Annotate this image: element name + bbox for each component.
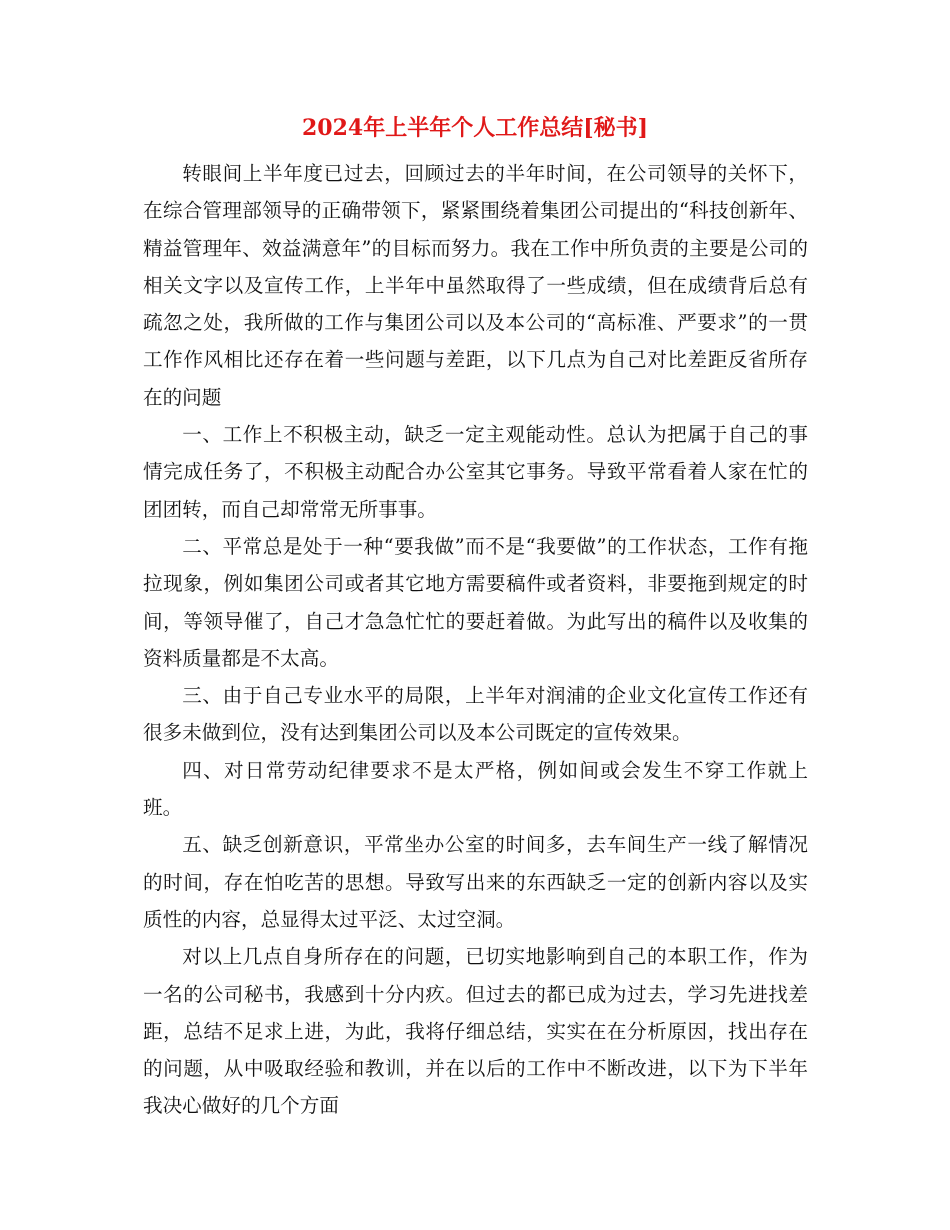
paragraph-issue-2: 二、平常总是处于一种“要我做”而不是“我要做”的工作状态，工作有拖拉现象，例如集团公司或者其它地方需要稿件或者资料，非要拖到规定的时间，等领导催了，自己才急急忙忙的要赶着做。为此写出的稿件以及收集的资料质量都是不太高。 xyxy=(143,534,808,670)
document-body xyxy=(143,155,808,1125)
paragraph-intro: 转眼间上半年度已过去，回顾过去的半年时间，在公司领导的关怀下，在综合管理部领导的正确带领下，紧紧围绕着集团公司提出的“科技创新年、精益管理年、效益满意年”的目标而努力。我在工作中所负责的主要是公司的相关文字以及宣传工作，上半年中虽然取得了一些成绩，但在成绩背后总有疏忽之处，我所做的工作与集团公司以及本公司的“高标准、严要求”的一贯工作作风相比还存在着一些问题与差距，以下几点为自己对比差距反省所存在的问题 xyxy=(143,162,808,409)
paragraph-issue-4: 四、对日常劳动纪律要求不是太严格，例如间或会发生不穿工作就上班。 xyxy=(143,758,808,820)
paragraph-conclusion: 对以上几点自身所存在的问题，已切实地影响到自己的本职工作，作为一名的公司秘书，我感到十分内疚。但过去的都已成为过去，学习先进找差距，总结不足求上进，为此，我将仔细总结，实实在在分析原因，找出存在的问题，从中吸取经验和教训，并在以后的工作中不断改进，以下为下半年我决心做好的几个方面 xyxy=(143,945,808,1118)
paragraph-issue-5: 五、缺乏创新意识，平常坐办公室的时间多，去车间生产一线了解情况的时间，存在怕吃苦的思想。导致写出来的东西缺乏一定的创新内容以及实质性的内容，总显得太过平泛、太过空洞。 xyxy=(143,833,808,931)
paragraph-issue-3: 三、由于自己专业水平的局限，上半年对润浦的企业文化宣传工作还有很多未做到位，没有达到集团公司以及本公司既定的宣传效果。 xyxy=(143,684,808,745)
paragraph-issue-1: 一、工作上不积极主动，缺乏一定主观能动性。总认为把属于自己的事情完成任务了，不积极主动配合办公室其它事务。导致平常看着人家在忙的团团转，而自己却常常无所事事。 xyxy=(143,423,808,521)
document-title: 2024年上半年个人工作总结[秘书] xyxy=(301,115,649,141)
